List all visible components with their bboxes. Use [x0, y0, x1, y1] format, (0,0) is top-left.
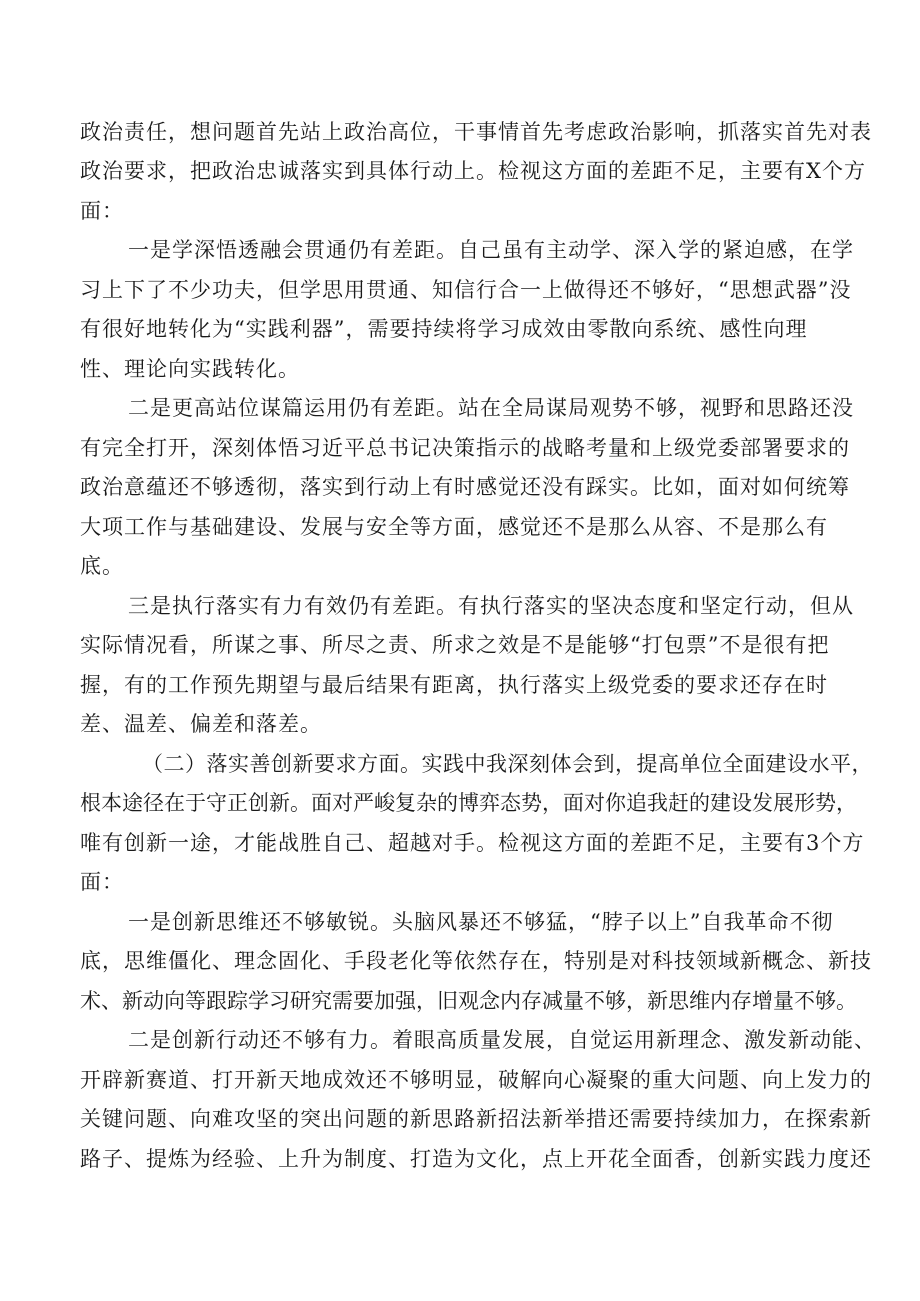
text-line: 大项工作与基础建设、发展与安全等方面，感觉还不是那么从容、不是那么有	[80, 515, 828, 539]
text-line: 唯有创新一途，才能战胜自己、超越对手。检视这方面的差距不足，主要有3个方	[80, 831, 865, 855]
text-line: 底。	[80, 554, 124, 578]
paragraph-start: 一是创新思维还不够敏锐。头脑风暴还不够猛，“脖子以上”自我革命不彻	[128, 910, 834, 934]
text-line: 性、理论向实践转化。	[80, 357, 300, 381]
text-line: 路子、提炼为经验、上升为制度、打造为文化，点上开花全面香，创新实践力度还	[80, 1147, 872, 1171]
text-line: 政治责任，想问题首先站上政治高位，干事情首先考虑政治影响，抓落实首先对表	[80, 120, 872, 144]
text-line: 握，有的工作预先期望与最后结果有距离，执行落实上级党委的要求还存在时	[80, 673, 828, 697]
text-line: 有很好地转化为“实践利器”，需要持续将学习成效由零散向系统、感性向理	[80, 317, 808, 341]
text-line: 面：	[80, 199, 124, 223]
paragraph-start: 二是更高站位谋篇运用仍有差距。站在全局谋局观势不够，视野和思路还没	[128, 396, 854, 420]
text-line: 政治要求，把政治忠诚落实到具体行动上。检视这方面的差距不足，主要有X个方	[80, 159, 866, 183]
text-line: 实际情况看，所谋之事、所尽之责、所求之效是不是能够“打包票”不是很有把	[80, 633, 830, 657]
text-line: 根本途径在于守正创新。面对严峻复杂的博弈态势，面对你追我赶的建设发展形势，	[80, 791, 857, 815]
text-line: 开辟新赛道、打开新天地成效还不够明显，破解向心凝聚的重大问题、向上发力的	[80, 1068, 872, 1092]
paragraph-start: 二是创新行动还不够有力。着眼高质量发展，自觉运用新理念、激发新动能、	[128, 1028, 876, 1052]
paragraph-start: 一是学深悟透融会贯通仍有差距。自己虽有主动学、深入学的紧迫感，在学	[128, 238, 854, 262]
text-line: 面：	[80, 870, 124, 894]
section-heading: （二）落实善创新要求方面。实践中我深刻体会到，提高单位全面建设水平，	[142, 752, 873, 776]
text-line: 差、温差、偏差和落差。	[80, 712, 322, 736]
text-line: 底，思维僵化、理念固化、手段老化等依然存在，特别是对科技领域新概念、新技	[80, 949, 872, 973]
paragraph-start: 三是执行落实有力有效仍有差距。有执行落实的坚决态度和坚定行动，但从	[128, 594, 854, 618]
text-line: 术、新动向等跟踪学习研究需要加强，旧观念内存减量不够，新思维内存增量不够。	[80, 989, 857, 1013]
text-line: 政治意蕴还不够透彻，落实到行动上有时感觉还没有踩实。比如，面对如何统筹	[80, 475, 850, 499]
text-line: 有完全打开，深刻体悟习近平总书记决策指示的战略考量和上级党委部署要求的	[80, 436, 850, 460]
text-line: 关键问题、向难攻坚的突出问题的新思路新招法新举措还需要持续加力，在探索新	[80, 1107, 872, 1131]
text-line: 习上下了不少功夫，但学思用贯通、知信行合一上做得还不够好，“思想武器”没	[80, 278, 852, 302]
